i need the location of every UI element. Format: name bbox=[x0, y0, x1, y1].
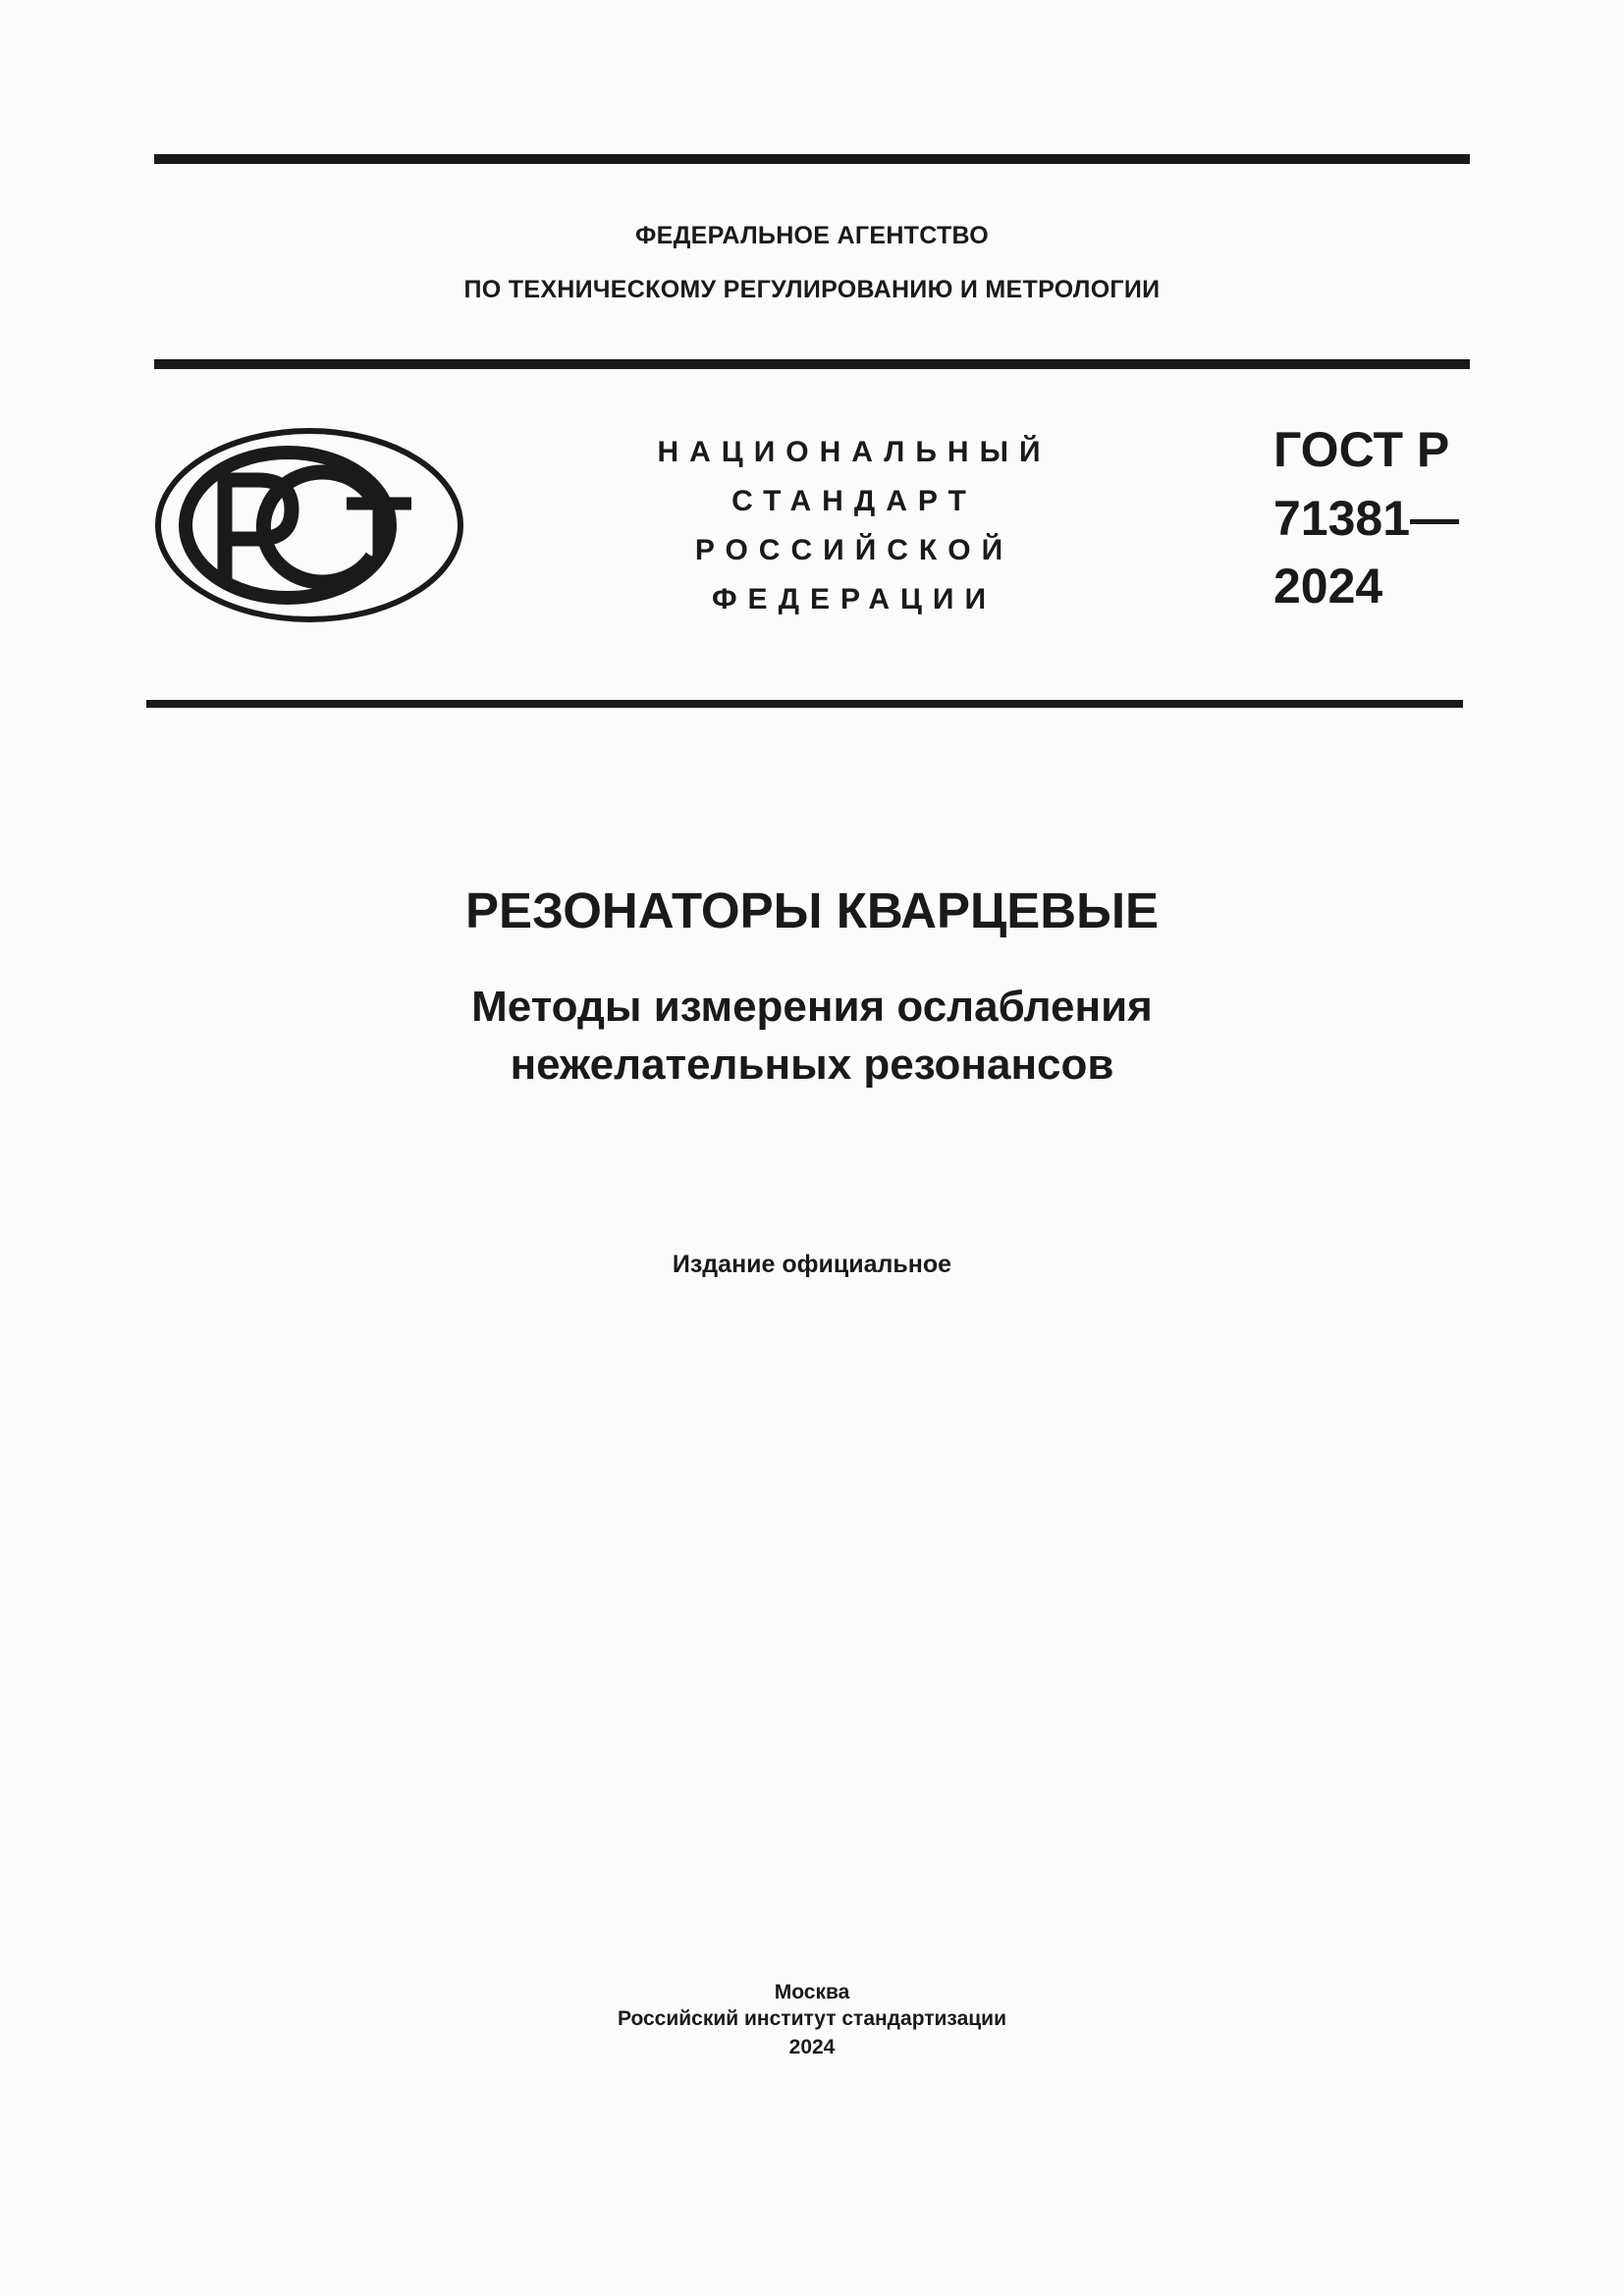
agency-name-line-1: ФЕДЕРАЛЬНОЕ АГЕНТСТВО bbox=[634, 222, 990, 249]
standard-designation-prefix: ГОСТ Р bbox=[1273, 422, 1450, 477]
national-standard-line-2: СТАНДАРТ bbox=[731, 485, 977, 517]
imprint-year: 2024 bbox=[788, 2036, 836, 2058]
document-subtitle-line-1: Методы измерения ослабления bbox=[471, 983, 1153, 1031]
top-divider bbox=[154, 154, 1470, 164]
header-divider bbox=[154, 359, 1470, 369]
national-standard-line-4: ФЕДЕРАЦИИ bbox=[711, 583, 998, 615]
imprint-city: Москва bbox=[774, 1981, 850, 2003]
document-title: РЕЗОНАТОРЫ КВАРЦЕВЫЕ bbox=[464, 882, 1160, 938]
title-block-divider bbox=[146, 700, 1463, 708]
national-standard-line-1: НАЦИОНАЛЬНЫЙ bbox=[657, 436, 1052, 468]
document-subtitle-line-2: нежелательных резонансов bbox=[510, 1041, 1114, 1089]
rst-conformity-mark-icon bbox=[154, 427, 464, 623]
national-standard-line-3: РОССИЙСКОЙ bbox=[694, 534, 1014, 566]
standard-designation-year: 2024 bbox=[1273, 559, 1383, 614]
imprint-publisher: Российский институт стандартизации bbox=[617, 2007, 1007, 2030]
agency-name-line-2: ПО ТЕХНИЧЕСКОМУ РЕГУЛИРОВАНИЮ И МЕТРОЛОГИИ bbox=[463, 276, 1161, 303]
edition-label: Издание официальное bbox=[672, 1251, 952, 1278]
standard-designation-number: 71381— bbox=[1273, 491, 1460, 546]
